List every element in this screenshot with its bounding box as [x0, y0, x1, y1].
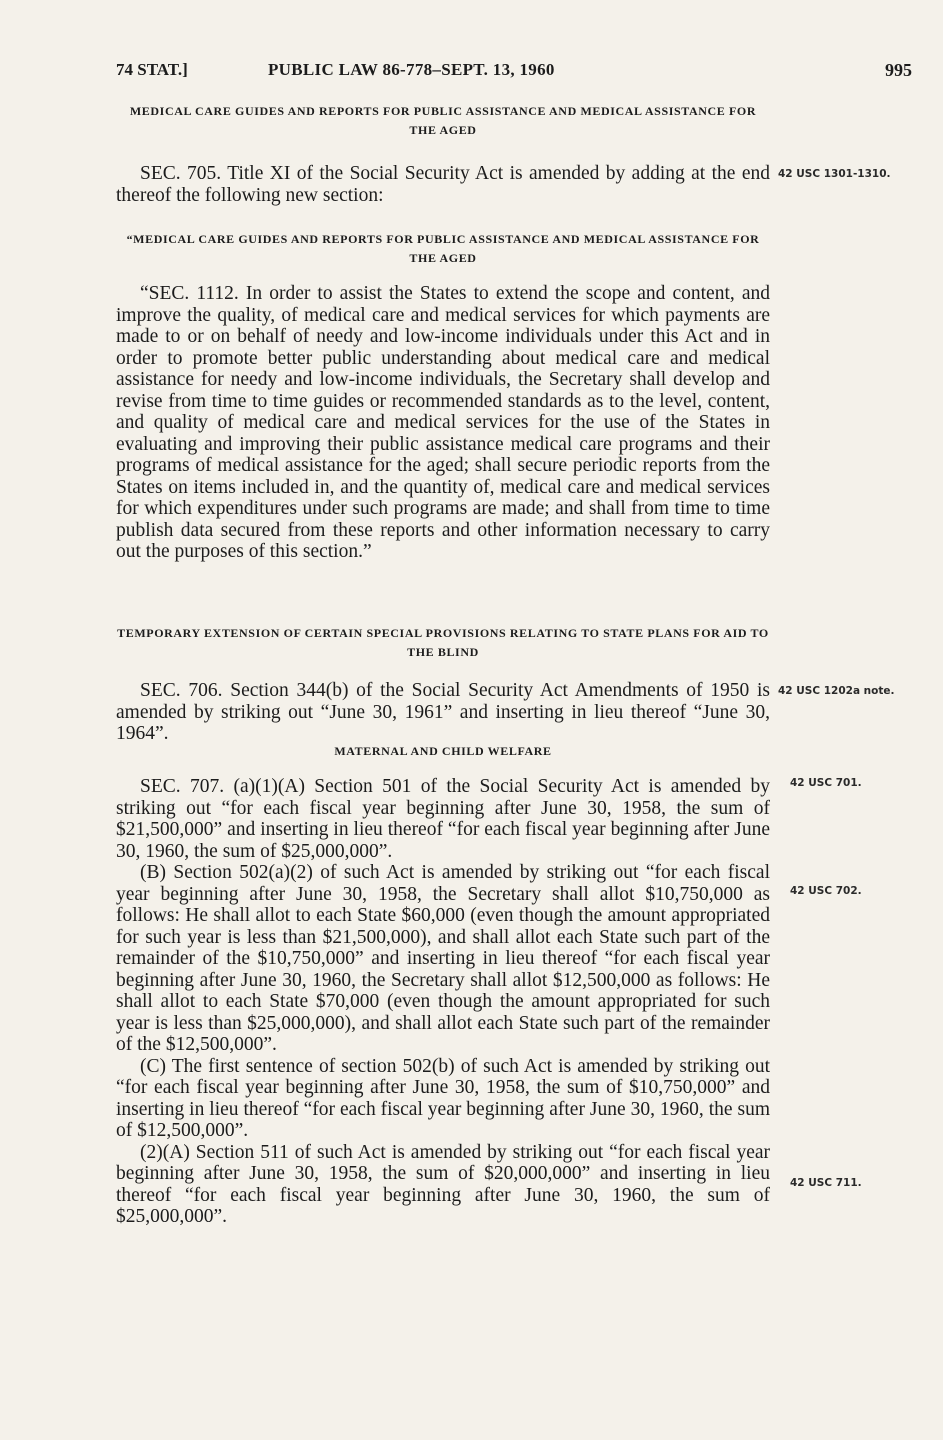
- section-1112-label: “SEC. 1112.: [140, 283, 239, 304]
- margin-citation: 42 USC 702.: [790, 885, 862, 897]
- margin-citation: 42 USC 711.: [790, 1177, 862, 1189]
- section-707-heading: MATERNAL AND CHILD WELFARE: [334, 744, 552, 758]
- section-707-C: (C) The first sentence of section 502(b) of such Act is amended by striking out “for each fiscal year beginning after June 30, 1958, the sum of $10,750,000” and inserting in lieu thereof “for each fiscal year beginning after June 30, 1960, the sum of $12,500,000”.: [116, 1055, 770, 1141]
- section-706-heading: TEMPORARY EXTENSION OF CERTAIN SPECIAL PROVISIONS RELATING TO STATE PLANS FOR AID TO THE BLIND: [117, 626, 769, 659]
- section-707-2A: (2)(A) Section 511 of such Act is amended by striking out “for each fiscal year beginning after June 30, 1958, the sum of $20,000,000” and inserting in lieu thereof “for each fiscal year beginning after June 30, 1960, the sum of $25,000,000”.: [116, 1141, 770, 1227]
- section-705-block: [116, 163, 770, 206]
- margin-citation: 42 USC 701.: [790, 777, 862, 789]
- section-707-heading-block: [116, 742, 770, 761]
- section-706-text: Section 344(b) of the Social Security Act Amendments of 1950 is amended by striking out “June 30, 1961” and inserting in lieu thereof “June 30, 1964”.: [116, 680, 771, 744]
- section-705-label: SEC. 705.: [140, 163, 222, 184]
- margin-citation: 42 USC 1301-1310.: [778, 168, 891, 180]
- section-706-heading-block: [116, 624, 770, 662]
- section-707-label: SEC. 707.: [140, 776, 225, 797]
- public-law-title: PUBLIC LAW 86-778–SEPT. 13, 1960: [268, 60, 555, 79]
- section-1112-heading-block: [116, 230, 770, 268]
- page-header: [116, 60, 912, 86]
- section-707-a1A: (a)(1)(A) Section 501 of the Social Security Act is amended by striking out “for each fiscal year beginning after June 30, 1958, the sum of $21,500,000” and inserting in lieu thereof “for each fiscal year beginning after June 30, 1960, the sum of $25,000,000”.: [116, 776, 771, 862]
- section-705-heading-block: [116, 102, 770, 140]
- section-705-heading: MEDICAL CARE GUIDES AND REPORTS FOR PUBLIC ASSISTANCE AND MEDICAL ASSISTANCE FOR THE AGED: [129, 104, 757, 137]
- section-1112-text: In order to assist the States to extend the scope and content, and improve the quality, of medical care and medical services for which payments are made to or on behalf of needy and low-income individuals under this Act and in order to promote better public understanding about medical care and medical assistance for needy and low-income individuals, the Secretary shall develop and revise from time to time guides or recommended standards as to the level, content, and quality of medical care and medical services for the use of the States in evaluating and improving their public assistance medical care programs and their programs of medical assistance for the aged; shall secure periodic reports from the States on items included in, and the quantity of, medical care and medical services for which expenditures under such programs are made; and shall from time to time publish data secured from these reports and other information necessary to carry out the purposes of this section.”: [116, 283, 770, 562]
- section-706-label: SEC. 706.: [140, 680, 223, 701]
- section-707-block: [116, 776, 770, 1228]
- stat-volume: 74 STAT.]: [116, 60, 188, 79]
- margin-citation: 42 USC 1202a note.: [778, 685, 895, 697]
- section-706-block: [116, 680, 770, 745]
- page-number: 995: [885, 60, 912, 80]
- section-707-B: (B) Section 502(a)(2) of such Act is amended by striking out “for each fiscal year beginning after June 30, 1958, the Secretary shall allot $10,750,000 as follows: He shall allot to each State $60,000 (even though the amount appropriated for such year is less than $21,500,000), and shall allot each State such part of the remainder of the $10,750,000” and inserting in lieu thereof “for each fiscal year beginning after June 30, 1960, the Secretary shall allot $12,500,000 as follows: He shall allot to each State $70,000 (even though the amount appropriated for such year is less than $25,000,000), and shall allot each State such part of the remainder of the $12,500,000”.: [116, 862, 770, 1055]
- section-1112-block: [116, 283, 770, 563]
- section-705-text: Title XI of the Social Security Act is amended by adding at the end thereof the following new section:: [116, 163, 770, 206]
- section-1112-heading: “MEDICAL CARE GUIDES AND REPORTS FOR PUBLIC ASSISTANCE AND MEDICAL ASSISTANCE FOR THE AGED: [126, 232, 760, 265]
